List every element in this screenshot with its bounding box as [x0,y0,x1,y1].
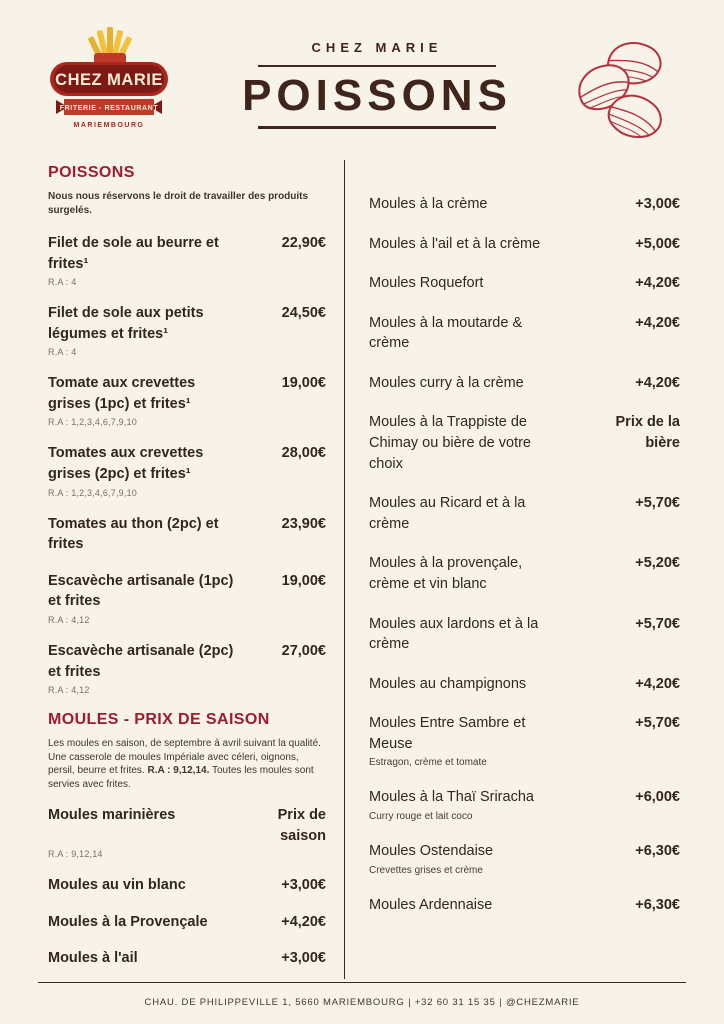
menu-item [369,313,680,354]
menu-item [48,514,326,555]
menu-item [48,373,326,427]
menu-item-name: Moules au champignons [369,675,527,692]
menu-item-row [48,443,326,484]
moules-variants-list [369,194,680,915]
title-rule-bottom [258,126,496,129]
menu-columns [0,142,724,985]
section-heading-moules: MOULES - PRIX DE SAISON [48,711,270,729]
menu-item-row [48,805,326,846]
brand-small-label: CHEZ MARIE [311,40,443,55]
menu-item [369,614,680,655]
menu-item-allergens: R.A : 1,2,3,4,6,7,9,10 [48,417,137,428]
logo-ribbon [56,99,162,115]
menu-item [369,373,680,394]
menu-item-row [48,571,326,612]
moules-item-list [48,805,326,969]
menu-item-price: +3,00€ [281,877,326,894]
menu-item [369,234,680,255]
menu-item [48,805,326,859]
menu-item-description: Crevettes grises et crème [369,864,483,876]
menu-item-description: Curry rouge et lait coco [369,810,473,822]
title-rule-top [258,65,496,67]
menu-item-name: Tomates au thon (2pc) et frites [48,515,219,553]
mussels-icon [572,30,690,142]
menu-item-row [369,841,680,862]
menu-item-allergens: R.A : 4 [48,347,77,358]
menu-item-row [48,303,326,344]
menu-item-price: +6,00€ [635,789,680,806]
moules-note-pre: Les moules en saison, de septembre à avril suivant la qualité. Une casserole de moules Impériale avec céleri, oignons, persil, beurre et frites. [48,738,321,777]
menu-item [369,895,680,916]
moules-note-ra: R.A : 9,12,14. [147,765,210,777]
menu-item-price: +4,20€ [635,675,680,692]
moules-note-post: Toutes les moules sont servies avec frites. [48,765,314,790]
menu-item [369,674,680,695]
menu-item-row [48,514,326,555]
menu-item-row [48,875,326,896]
footer [0,982,724,1008]
menu-item-price: +5,00€ [635,235,680,252]
menu-item-name: Moules aux lardons et à la crème [369,615,539,653]
menu-item [48,641,326,695]
menu-item-row [48,912,326,933]
menu-item-name: Filet de sole au beurre et frites¹ [48,235,219,272]
left-column [48,160,344,985]
moules-note [48,737,326,791]
footer-address: CHAU. DE PHILIPPEVILLE 1, 5660 MARIEMBOURG | +32 60 31 15 35 | @CHEZMARIE [144,997,580,1008]
chez-marie-logo-icon [34,26,184,134]
section-heading-poissons: POISSONS [48,164,135,181]
menu-item-row [369,713,680,754]
menu-item-price: +3,00€ [635,196,680,212]
menu-item-row [48,233,326,274]
menu-item-row [48,641,326,682]
menu-item-name: Moules à l'ail [48,950,138,967]
mussels-illustration [562,26,690,142]
menu-item-price: +6,30€ [635,896,680,913]
menu-item-price: +4,20€ [281,913,326,930]
menu-item-name: Moules à la crème [369,196,488,212]
menu-item-name: Moules à la Thaï Sriracha [369,789,534,806]
menu-item-name: Moules à l'ail et à la crème [369,235,541,252]
menu-item-name: Escavèche artisanale (1pc) et frites [48,572,234,610]
menu-item-allergens: R.A : 9,12,14 [48,849,103,860]
menu-item-allergens: R.A : 4,12 [48,685,90,696]
menu-item-price: Prix de saison [277,807,326,844]
menu-item-row [369,787,680,808]
menu-item-row [369,273,680,294]
menu-item-name: Tomate aux crevettes grises (1pc) et frites¹ [48,375,196,412]
menu-item [48,233,326,287]
footer-rule [38,982,686,983]
menu-item-price: 27,00€ [281,642,326,659]
menu-item-price: 19,00€ [281,572,326,589]
menu-item-price: 22,90€ [281,235,326,251]
menu-item [48,912,326,933]
menu-item-name: Filet de sole aux petits légumes et frites¹ [48,305,204,342]
menu-item-price: +5,70€ [635,495,680,512]
poissons-item-list [48,233,326,695]
menu-item-allergens: R.A : 1,2,3,4,6,7,9,10 [48,487,137,498]
menu-item-price: 23,90€ [281,515,326,532]
menu-item-price: +5,70€ [635,715,680,732]
menu-item-row [369,373,680,394]
menu-item-row [369,234,680,255]
menu-item-name: Moules au Ricard et à la crème [369,495,526,532]
menu-item-price: +4,20€ [635,275,680,292]
title-block [192,26,562,129]
menu-item-row [369,194,680,215]
header [0,0,724,142]
menu-item [48,948,326,969]
menu-item-name: Moules marinières [48,807,176,824]
menu-item-name: Moules Entre Sambre et Meuse [369,715,526,752]
menu-item-name: Moules au vin blanc [48,877,186,894]
menu-item [369,493,680,534]
logo-city-text: MARIEMBOURG [73,122,145,129]
menu-item-row [369,614,680,655]
menu-item-price: 19,00€ [281,375,326,392]
menu-item-name: Moules à la Provençale [48,913,208,930]
page-title: POISSONS [242,71,512,120]
menu-item-row [369,412,680,474]
poissons-note: Nous nous réservons le droit de travailler des produits surgelés. [48,191,309,216]
menu-item-allergens: R.A : 4 [48,277,77,288]
menu-item-price: +5,20€ [635,555,680,572]
menu-item-price: +4,20€ [635,314,680,331]
logo-banner-text: FRITERIE - RESTAURANT [59,105,159,112]
menu-item-name: Moules curry à la crème [369,374,524,391]
menu-item-row [369,674,680,695]
menu-item-price: 24,50€ [281,305,326,322]
menu-item [369,194,680,215]
menu-item-allergens: R.A : 4,12 [48,614,90,625]
menu-item-name: Moules à la provençale, crème et vin blanc [369,555,523,592]
menu-item [48,875,326,896]
logo-name-text: CHEZ MARIE [55,71,163,89]
menu-item-price: +4,20€ [635,374,680,391]
menu-item [369,841,680,876]
menu-item-name: Escavèche artisanale (2pc) et frites [48,642,234,680]
menu-item-name: Moules à la Trappiste de Chimay ou bière de votre choix [369,414,531,472]
menu-item [369,273,680,294]
menu-item-row [48,373,326,414]
menu-item-row [369,313,680,354]
menu-item [48,303,326,357]
menu-item-name: Moules à la moutarde & crème [369,314,523,352]
fries-icon [88,27,133,67]
menu-item-row [369,895,680,916]
menu-item [48,571,326,625]
menu-item-name: Moules Ardennaise [369,896,493,913]
menu-item [369,787,680,822]
menu-item-price: +5,70€ [635,615,680,632]
menu-item [369,713,680,768]
menu-item [369,412,680,474]
menu-item-row [369,553,680,594]
menu-item-name: Moules Ostendaise [369,842,494,859]
menu-item-row [48,948,326,969]
menu-item-name: Moules Roquefort [369,275,484,292]
menu-item-price: 28,00€ [281,445,326,462]
menu-item [48,443,326,497]
menu-item-row [369,493,680,534]
menu-item-price: +6,30€ [635,842,680,859]
restaurant-logo [34,26,192,139]
right-column [345,160,680,985]
menu-item-price: +3,00€ [281,950,326,967]
menu-item-price: Prix de la bière [615,414,680,452]
menu-item-name: Tomates aux crevettes grises (2pc) et frites¹ [48,445,204,483]
menu-item-description: Estragon, crème et tomate [369,757,487,769]
menu-item [369,553,680,594]
